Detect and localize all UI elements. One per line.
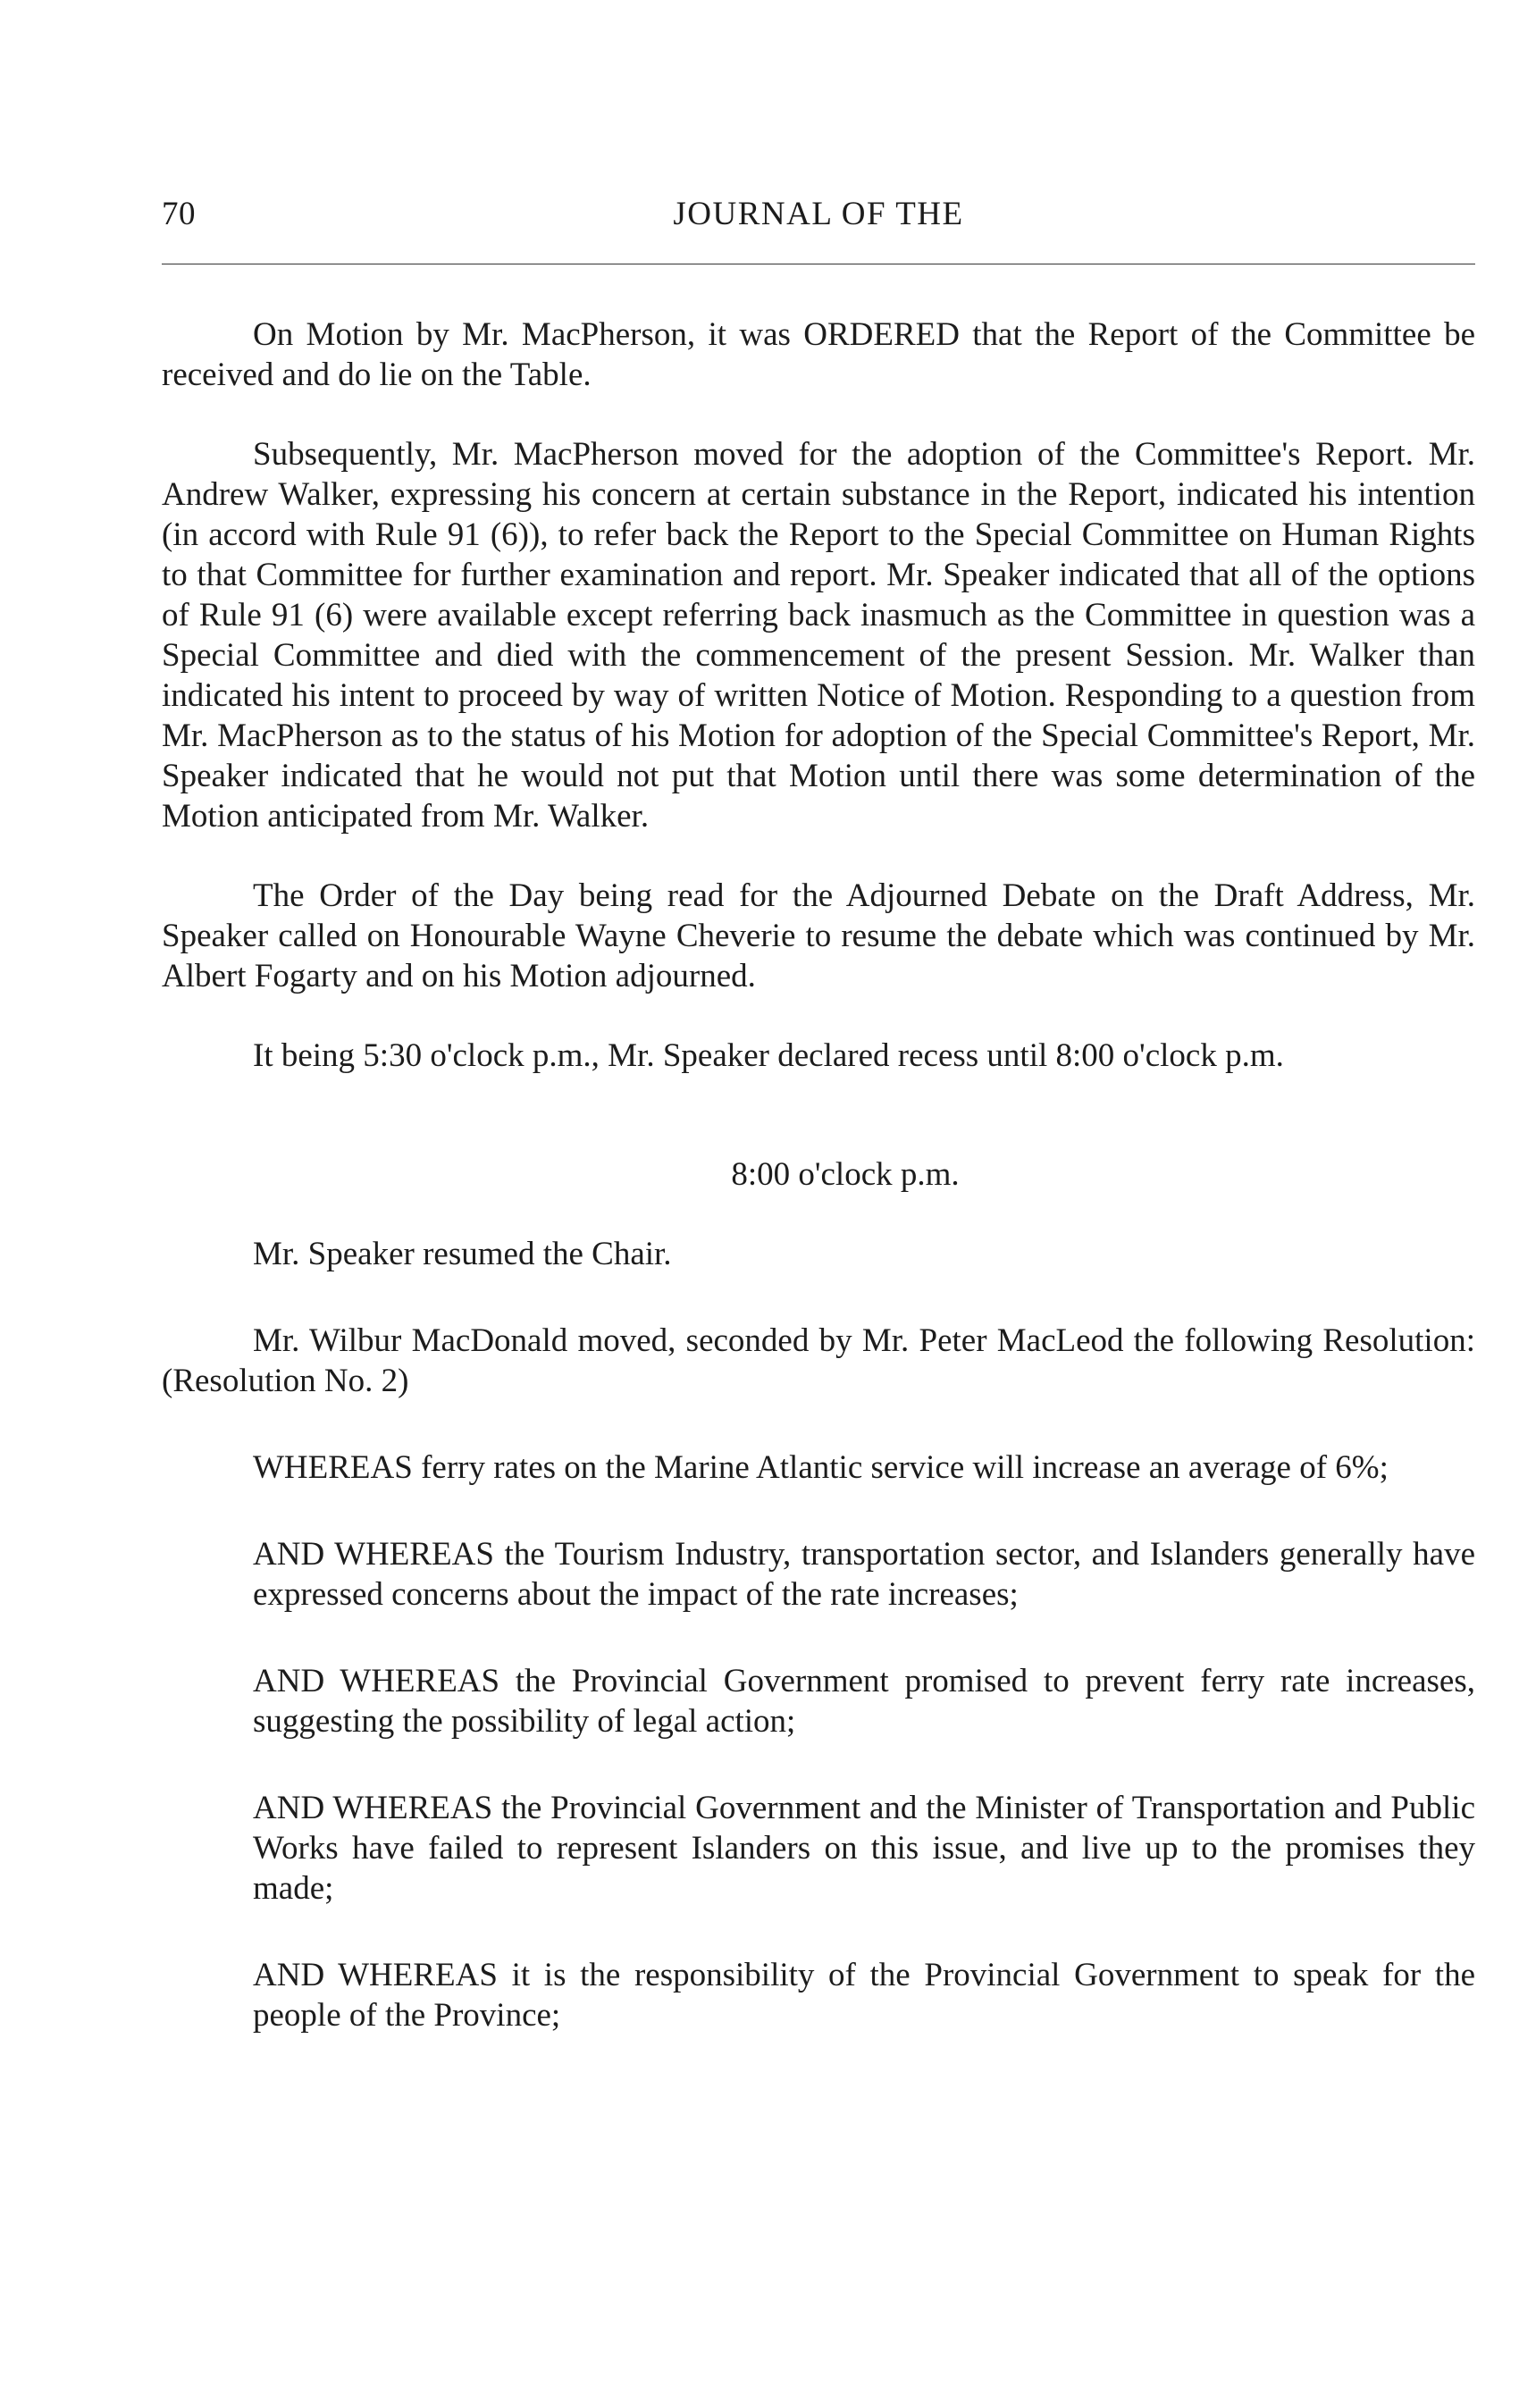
paragraph-resolution-intro: Mr. Wilbur MacDonald moved, seconded by Mr. Peter MacLeod the following Resolution: (Resolution No. 2) — [162, 1322, 1475, 1399]
time-heading: 8:00 o'clock p.m. — [731, 1156, 960, 1193]
whereas-clause: AND WHEREAS it is the responsibility of the Provincial Government to speak for the people of the Province; — [253, 1957, 1475, 2034]
running-head: JOURNAL OF THE — [673, 196, 964, 232]
paragraph-recess: It being 5:30 o'clock p.m., Mr. Speaker declared recess until 8:00 o'clock p.m. — [253, 1037, 1284, 1074]
whereas-clause: AND WHEREAS the Provincial Government promised to prevent ferry rate increases, suggesting the possibility of legal action; — [253, 1663, 1475, 1740]
page-header — [162, 195, 1475, 248]
paragraph-adoption-debate: Subsequently, Mr. MacPherson moved for the adoption of the Committee's Report. Mr. Andrew Walker, expressing his concern at certain substance in the Report, indicated his intention (in accord with Rule 91 (6)), to refer back the Report to the Special Committee on Human Rights to that Committee for further examination and report. Mr. Speaker indicated that all of the options of Rule 91 (6) were available except referring back inasmuch as the Committee in question was a Special Committee and died with the commencement of the present Session. Mr. Walker than indicated his intent to proceed by way of written Notice of Motion. Responding to a question from Mr. MacPherson as to the status of his Motion for adoption of the Special Committee's Report, Mr. Speaker indicated that he would not put that Motion until there was some determination of the Motion anticipated from Mr. Walker. — [162, 436, 1475, 835]
whereas-clause: WHEREAS ferry rates on the Marine Atlantic service will increase an average of 6%; — [253, 1449, 1389, 1486]
paragraph-order-of-day: The Order of the Day being read for the Adjourned Debate on the Draft Address, Mr. Speaker called on Honourable Wayne Cheverie to resume the debate which was continued by Mr. Albert Fogarty and on his Motion adjourned. — [162, 877, 1475, 994]
paragraph-committee-report: On Motion by Mr. MacPherson, it was ORDERED that the Report of the Committee be received and do lie on the Table. — [162, 316, 1475, 393]
resolution-clauses — [162, 1447, 1475, 2035]
paragraph-resumed-chair: Mr. Speaker resumed the Chair. — [253, 1236, 672, 1272]
whereas-clause: AND WHEREAS the Provincial Government and the Minister of Transportation and Public Works have failed to represent Islanders on this issue, and live up to the promises they made; — [253, 1790, 1475, 1907]
journal-body — [162, 315, 1475, 2035]
whereas-clause: AND WHEREAS the Tourism Industry, transportation sector, and Islanders generally have expressed concerns about the impact of the rate increases; — [253, 1536, 1475, 1613]
page-number: 70 — [162, 196, 196, 232]
